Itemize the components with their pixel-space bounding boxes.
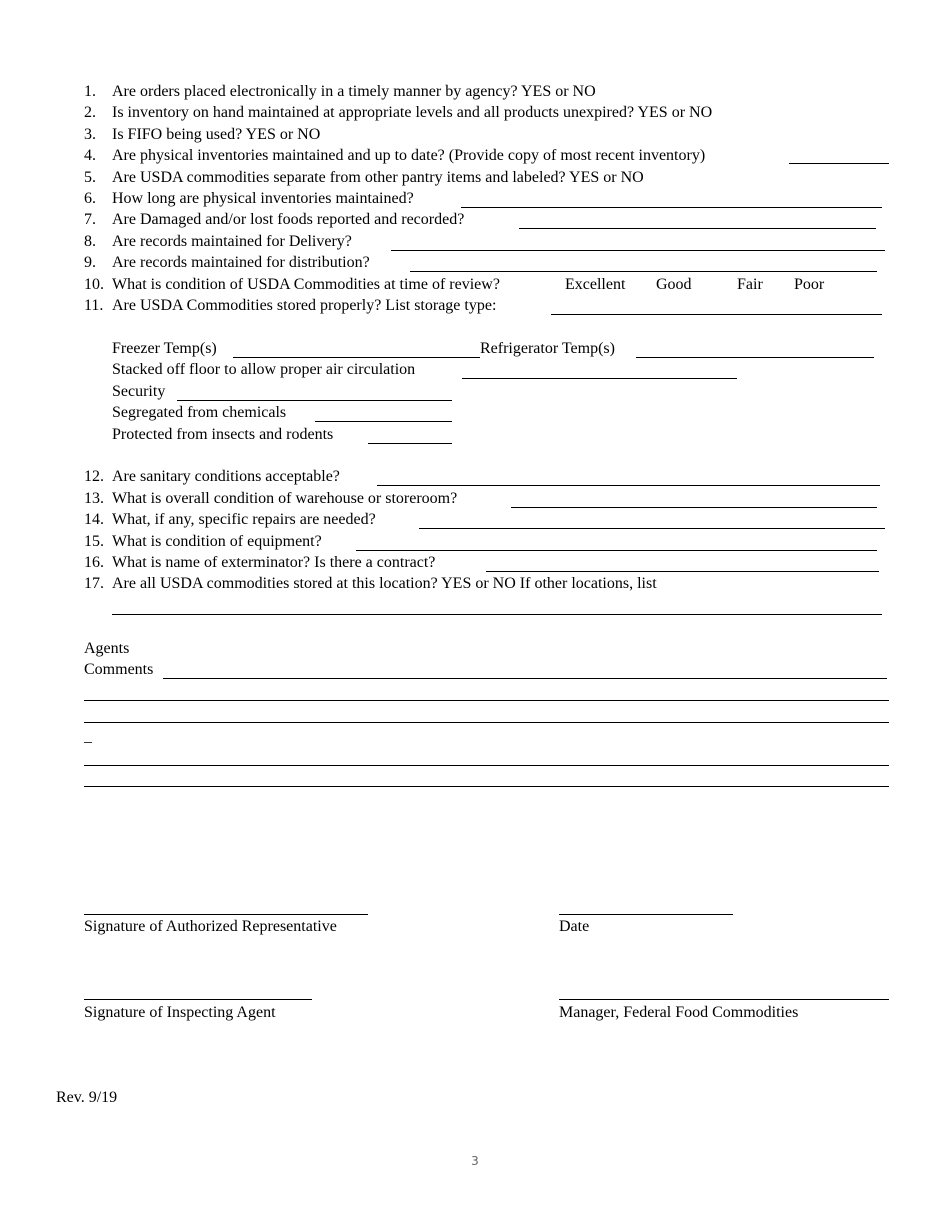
protected-label: Protected from insects and rodents xyxy=(112,426,334,443)
question-text: Are records maintained for Delivery? xyxy=(112,233,352,250)
question-text: What is condition of USDA Commodities at time of review? xyxy=(112,276,500,293)
question-number: 10. xyxy=(84,276,104,293)
answer-line[interactable] xyxy=(391,250,885,251)
question-number: 17. xyxy=(84,575,104,592)
answer-line[interactable] xyxy=(410,271,877,272)
question-number: 16. xyxy=(84,554,104,571)
page-number: 3 xyxy=(471,1154,479,1168)
agents-label: Agents xyxy=(84,640,130,657)
question-text: What is name of exterminator? Is there a contract? xyxy=(112,554,436,571)
inspecting-signature-label: Signature of Inspecting Agent xyxy=(84,1004,276,1021)
answer-line[interactable] xyxy=(519,228,876,229)
revision-label: Rev. 9/19 xyxy=(56,1089,118,1106)
freezer-temp-label: Freezer Temp(s) xyxy=(112,340,217,357)
question-text: Are physical inventories maintained and up to date? (Provide copy of most recent inventory) xyxy=(112,147,706,164)
answer-line[interactable] xyxy=(551,314,882,315)
condition-fair[interactable]: Fair xyxy=(737,276,763,293)
question-text: Is inventory on hand maintained at appropriate levels and all products unexpired? YES or NO xyxy=(112,104,713,121)
condition-good[interactable]: Good xyxy=(656,276,692,293)
question-text: Are orders placed electronically in a timely manner by agency? YES or NO xyxy=(112,83,596,100)
question-text: Are USDA Commodities stored properly? List storage type: xyxy=(112,297,497,314)
comments-line-4[interactable] xyxy=(84,765,889,766)
answer-line[interactable] xyxy=(377,485,880,486)
question-text: Are USDA commodities separate from other pantry items and labeled? YES or NO xyxy=(112,169,644,186)
stacked-line[interactable] xyxy=(462,378,737,379)
comments-line-3[interactable] xyxy=(84,722,889,723)
security-line[interactable] xyxy=(177,400,452,401)
answer-line[interactable] xyxy=(789,163,889,164)
question-text: Are all USDA commodities stored at this location? YES or NO If other locations, list xyxy=(112,575,657,592)
manager-signature-label: Manager, Federal Food Commodities xyxy=(559,1004,799,1021)
question-number: 12. xyxy=(84,468,104,485)
question-number: 4. xyxy=(84,147,96,164)
question-text: What is condition of equipment? xyxy=(112,533,322,550)
comments-dash: _ xyxy=(84,728,92,745)
answer-line[interactable] xyxy=(486,571,879,572)
question-number: 14. xyxy=(84,511,104,528)
segregated-label: Segregated from chemicals xyxy=(112,404,287,421)
other-locations-line[interactable] xyxy=(112,614,882,615)
question-number: 6. xyxy=(84,190,96,207)
comments-line-5[interactable] xyxy=(84,786,889,787)
question-text: Are records maintained for distribution? xyxy=(112,254,370,271)
comments-label: Comments xyxy=(84,661,154,678)
question-text: Is FIFO being used? YES or NO xyxy=(112,126,321,143)
answer-line[interactable] xyxy=(356,550,877,551)
freezer-temp-line[interactable] xyxy=(233,357,480,358)
protected-line[interactable] xyxy=(368,443,452,444)
question-number: 3. xyxy=(84,126,96,143)
question-number: 15. xyxy=(84,533,104,550)
refrigerator-temp-line[interactable] xyxy=(636,357,874,358)
inspecting-signature-line[interactable] xyxy=(84,999,312,1000)
comments-line-1[interactable] xyxy=(163,678,887,679)
refrigerator-temp-label: Refrigerator Temp(s) xyxy=(480,340,615,357)
question-text: What, if any, specific repairs are needed? xyxy=(112,511,376,528)
authorized-signature-label: Signature of Authorized Representative xyxy=(84,918,337,935)
question-number: 9. xyxy=(84,254,96,271)
question-number: 5. xyxy=(84,169,96,186)
manager-signature-line[interactable] xyxy=(559,999,889,1000)
question-number: 8. xyxy=(84,233,96,250)
authorized-signature-line[interactable] xyxy=(84,914,368,915)
question-number: 7. xyxy=(84,211,96,228)
answer-line[interactable] xyxy=(461,207,882,208)
segregated-line[interactable] xyxy=(315,421,452,422)
question-text: Are sanitary conditions acceptable? xyxy=(112,468,340,485)
question-number: 1. xyxy=(84,83,96,100)
date-line[interactable] xyxy=(559,914,733,915)
security-label: Security xyxy=(112,383,166,400)
date-label: Date xyxy=(559,918,590,935)
question-text: Are Damaged and/or lost foods reported and recorded? xyxy=(112,211,465,228)
comments-line-2[interactable] xyxy=(84,700,889,701)
question-number: 2. xyxy=(84,104,96,121)
stacked-label: Stacked off floor to allow proper air circulation xyxy=(112,361,416,378)
answer-line[interactable] xyxy=(511,507,877,508)
question-text: What is overall condition of warehouse or storeroom? xyxy=(112,490,458,507)
answer-line[interactable] xyxy=(419,528,885,529)
question-number: 11. xyxy=(84,297,104,314)
question-number: 13. xyxy=(84,490,104,507)
condition-excellent[interactable]: Excellent xyxy=(565,276,626,293)
question-text: How long are physical inventories maintained? xyxy=(112,190,414,207)
condition-poor[interactable]: Poor xyxy=(794,276,825,293)
